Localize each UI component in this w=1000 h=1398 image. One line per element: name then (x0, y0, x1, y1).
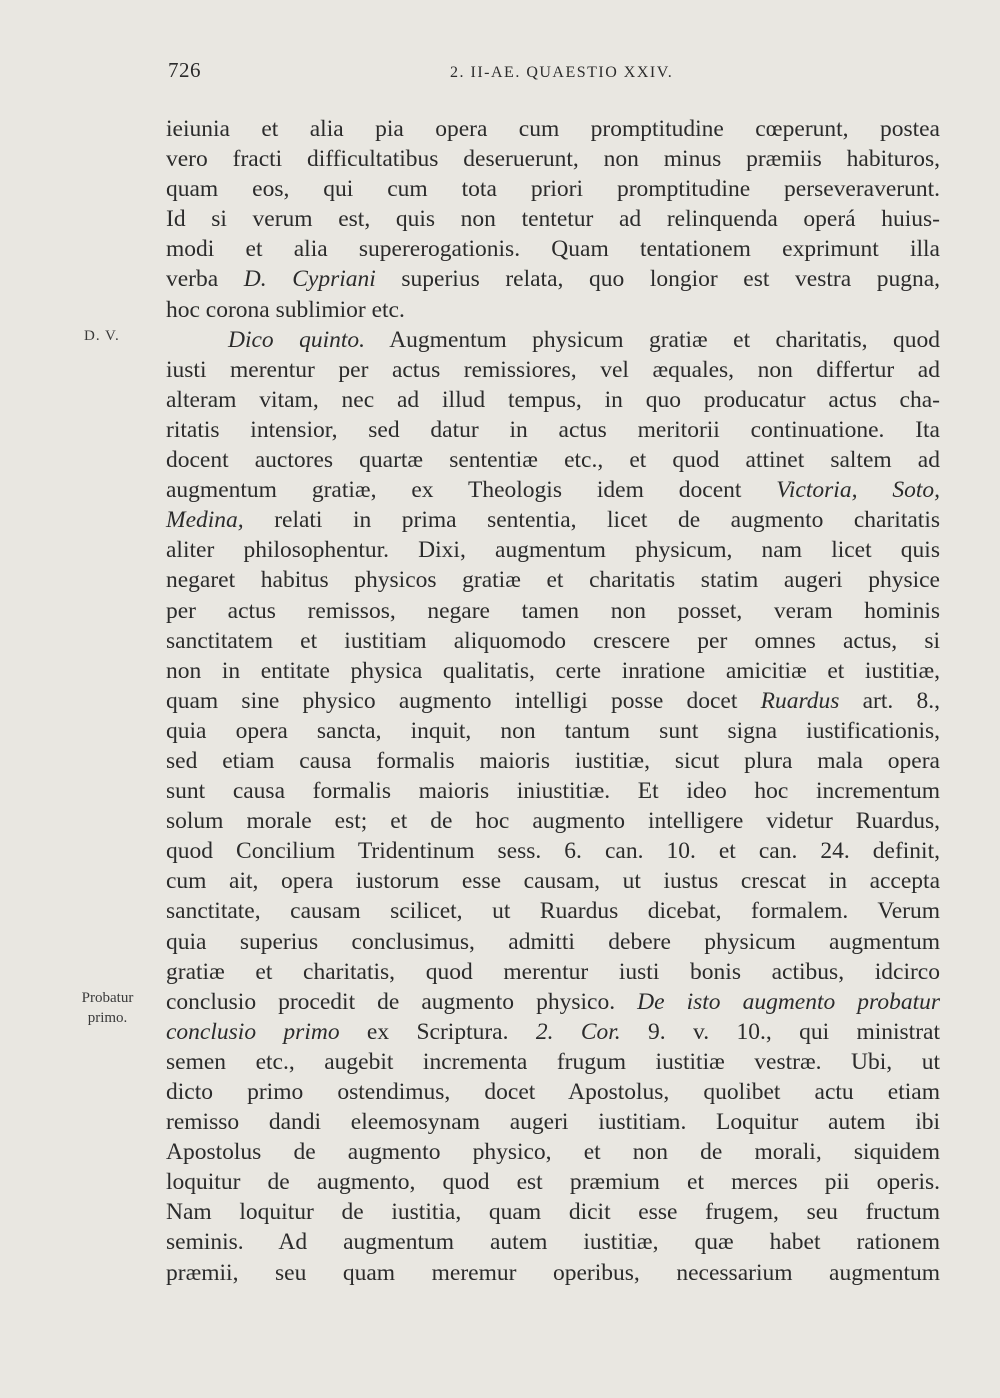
text-segment: negaret habitus physicos gratiæ et charitatis statim augeri physice (166, 567, 940, 594)
text-segment: gratiæ et charitatis, quod merentur iusti bonis actibus, idcirco (166, 958, 940, 985)
text-segment: per actus remissos, negare tamen non posset, veram hominis (166, 597, 940, 624)
text-line (166, 1017, 940, 1047)
text-line (166, 686, 940, 716)
text-line (166, 445, 940, 475)
text-line (166, 927, 940, 957)
body-text (166, 114, 940, 1288)
text-line (166, 535, 940, 565)
italic-text: conclusio primo (166, 1018, 340, 1045)
text-segment: Nam loquitur de iustitia, quam dicit esse frugem, seu fructum (166, 1199, 940, 1226)
text-line (166, 1137, 940, 1167)
text-segment: alteram vitam, nec ad illud tempus, in quo producatur actus cha- (166, 386, 940, 413)
text-segment: quam eos, qui cum tota priori promptitudine perseveraverunt. (166, 176, 940, 203)
margin-note-line: Probatur (81, 990, 134, 1006)
text-segment: iusti merentur per actus remissiores, vel æquales, non differtur ad (166, 356, 940, 383)
text-line (166, 1167, 940, 1197)
italic-text: De isto augmento probatur (637, 988, 940, 1015)
text-segment: dicto primo ostendimus, docet Apostolus, quolibet actu etiam (166, 1079, 940, 1105)
text-line (166, 866, 940, 896)
text-line (166, 957, 940, 987)
text-segment: cum ait, opera iustorum esse causam, ut iustus crescat in accepta (166, 868, 940, 895)
text-line (166, 1227, 940, 1257)
text-segment: hoc corona sublimior etc. (166, 296, 405, 323)
text-segment: relati in prima sententia, licet de augmento charitatis (243, 507, 940, 534)
text-line (166, 174, 940, 204)
text-segment: modi et alia supererogationis. Quam tentationem exprimunt illa (166, 236, 940, 263)
margin-note-probatur-primo (60, 988, 155, 1028)
text-segment: remisso dandi eleemosynam augeri iustitiam. Loquitur autem ibi (166, 1109, 940, 1136)
text-segment: conclusio procedit de augmento physico. (166, 988, 638, 1015)
page-number: 726 (168, 58, 201, 82)
text-line (166, 355, 940, 385)
text-line (166, 565, 940, 595)
text-line (166, 1197, 940, 1227)
text-segment: sunt causa formalis maioris iniustitiæ. Et ideo hoc incrementum (166, 778, 940, 805)
text-segment: vero fracti difficultatibus deseruerunt, non minus præmiis habituros, (166, 146, 940, 173)
text-segment: ritatis intensior, sed datur in actus meritorii continuatione. Ita (166, 416, 940, 443)
italic-text: D. Cypriani (243, 266, 376, 293)
text-line (166, 896, 940, 926)
running-head: 2. II-AE. QUAESTIO XXIV. (450, 64, 674, 81)
text-segment: quia opera sancta, inquit, non tantum sunt signa iustificationis, (166, 717, 940, 744)
margin-note-line: primo. (87, 1010, 128, 1026)
text-line (166, 626, 940, 656)
italic-text: Victoria, Soto, (776, 477, 940, 504)
text-segment: præmii, seu quam meremur operibus, necessarium augmentum (166, 1259, 940, 1286)
text-line (166, 264, 940, 294)
text-line (166, 415, 940, 445)
text-segment: Augmentum physicum gratiæ et charitatis, quod (365, 326, 940, 353)
text-segment: aliter philosophentur. Dixi, augmentum physicum, nam licet quis (166, 537, 940, 564)
text-segment: ex Scriptura. (339, 1018, 536, 1045)
text-line (166, 806, 940, 836)
text-line (166, 1107, 940, 1137)
italic-text: 2. Cor. (535, 1018, 621, 1045)
text-segment: quam sine physico augmento intelligi posse docet (166, 687, 761, 714)
text-line (166, 385, 940, 415)
text-segment: superius relata, quo longior est vestra pugna, (375, 266, 941, 293)
text-line (166, 295, 940, 325)
text-segment: augmentum gratiæ, ex Theologis idem docent (166, 477, 777, 504)
text-segment: Apostolus de augmento physico, et non de morali, siquidem (166, 1139, 940, 1166)
text-segment: seminis. Ad augmentum autem iustitiæ, quæ habet rationem (166, 1229, 940, 1256)
italic-text: Ruardus (760, 687, 840, 714)
text-segment: verba (166, 266, 244, 293)
text-line (166, 776, 940, 806)
text-segment: quia superius conclusimus, admitti debere physicum augmentum (166, 928, 940, 955)
text-segment: sanctitatem et iustitiam aliquomodo crescere per omnes actus, si (166, 627, 940, 654)
text-line (166, 1047, 940, 1077)
text-segment: semen etc., augebit incrementa frugum iustitiæ vestræ. Ubi, ut (166, 1048, 940, 1075)
text-segment: sed etiam causa formalis maioris iustitiæ, sicut plura mala opera (166, 747, 940, 774)
text-line (166, 716, 940, 746)
text-segment: 9. v. 10., qui ministrat (620, 1018, 940, 1045)
text-line (166, 204, 940, 234)
text-segment: quod Concilium Tridentinum sess. 6. can. 10. et can. 24. definit, (166, 838, 940, 865)
text-line (166, 114, 940, 144)
text-line (166, 656, 940, 686)
text-segment: sanctitate, causam scilicet, ut Ruardus dicebat, formalem. Verum (166, 898, 940, 925)
text-line (166, 144, 940, 174)
text-line (166, 1077, 940, 1107)
text-segment: non in entitate physica qualitatis, certe inratione amicitiæ et iustitiæ, (166, 657, 940, 684)
text-line (166, 836, 940, 866)
text-line (166, 475, 940, 505)
text-line (166, 1258, 940, 1288)
text-segment: loquitur de augmento, quod est præmium et merces pii operis. (166, 1169, 940, 1196)
text-segment: solum morale est; et de hoc augmento intelligere videtur Ruardus, (166, 808, 940, 835)
text-segment: docent auctores quartæ sententiæ etc., et quod attinet saltem ad (166, 447, 940, 474)
text-line (166, 505, 940, 535)
text-line (166, 234, 940, 264)
italic-text: Medina, (166, 507, 244, 534)
text-line (166, 325, 940, 355)
margin-note-dico-quinto: D. V. (84, 328, 120, 344)
text-segment: art. 8., (839, 687, 940, 714)
italic-text: Dico quinto. (228, 326, 366, 353)
text-line (166, 987, 940, 1017)
text-line (166, 746, 940, 776)
text-segment: Id si verum est, quis non tentetur ad relinquenda operá huius- (166, 206, 940, 233)
text-line (166, 596, 940, 626)
text-segment: ieiunia et alia pia opera cum promptitudine cœperunt, postea (166, 116, 940, 142)
